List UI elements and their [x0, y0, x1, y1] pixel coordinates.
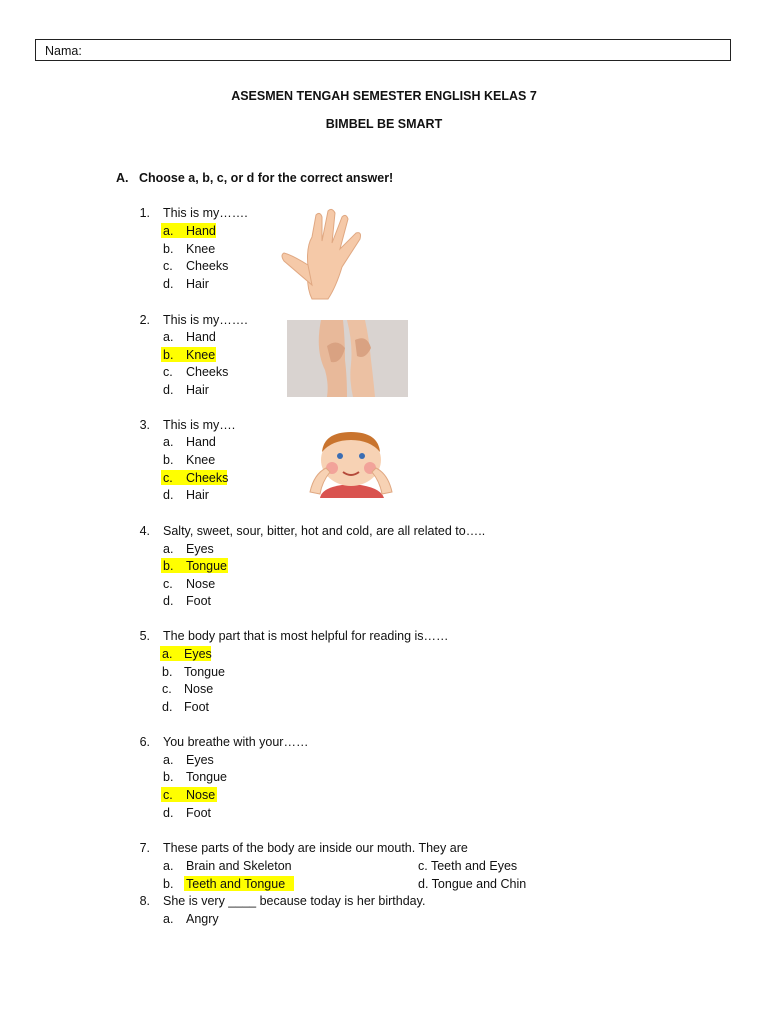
option-c[interactable]: Nose [186, 577, 216, 591]
question-number: 3. [139, 418, 150, 432]
option-a[interactable]: Hand [186, 330, 216, 344]
option-letter: a. [163, 859, 174, 873]
option-d[interactable]: Hair [186, 488, 209, 502]
option-b[interactable]: Tongue [186, 770, 228, 784]
option-letter: b. [162, 665, 173, 679]
option-d[interactable]: d. Tongue and Chin [418, 877, 527, 891]
exam-subtitle: BIMBEL BE SMART [325, 117, 443, 131]
question-number: 1. [139, 206, 150, 220]
question-number: 6. [139, 735, 150, 749]
section-instruction: Choose a, b, c, or d for the correct answer! [139, 171, 394, 185]
option-d[interactable]: Foot [184, 700, 210, 714]
option-d[interactable]: Foot [186, 594, 212, 608]
option-c[interactable]: Nose [184, 682, 214, 696]
option-b[interactable]: Knee [186, 453, 216, 467]
option-a[interactable]: Angry [186, 912, 219, 926]
option-c[interactable]: Cheeks [186, 259, 229, 273]
option-letter: d. [163, 383, 174, 397]
exam-title: ASESMEN TENGAH SEMESTER ENGLISH KELAS 7 [231, 89, 537, 103]
question-number: 7. [139, 841, 150, 855]
option-letter: a. [162, 647, 173, 661]
option-letter: b. [163, 559, 174, 573]
option-letter: d. [163, 594, 174, 608]
question-text: Salty, sweet, sour, bitter, hot and cold, are all related to….. [163, 524, 486, 538]
option-a[interactable]: Eyes [186, 753, 214, 767]
option-letter: c. [162, 682, 172, 696]
question-text: She is very ____ because today is her birthday. [163, 894, 426, 908]
option-a[interactable]: Eyes [184, 647, 212, 661]
option-a[interactable]: Hand [186, 224, 216, 238]
option-a[interactable]: Brain and Skeleton [186, 859, 292, 873]
option-letter: a. [163, 330, 174, 344]
option-letter: b. [163, 242, 174, 256]
option-letter: c. [163, 788, 173, 802]
option-letter: c. [163, 471, 173, 485]
option-letter: b. [163, 877, 174, 891]
name-field[interactable] [35, 39, 731, 61]
question-text: This is my……. [163, 206, 248, 220]
knees-image [287, 320, 408, 397]
question-text: These parts of the body are inside our mouth. They are [163, 841, 468, 855]
option-letter: a. [163, 542, 174, 556]
option-b[interactable]: Knee [186, 242, 216, 256]
option-d[interactable]: Hair [186, 277, 209, 291]
question-text: The body part that is most helpful for reading is…… [163, 629, 449, 643]
question-number: 8. [139, 894, 150, 908]
option-a[interactable]: Hand [186, 435, 216, 449]
option-letter: d. [162, 700, 173, 714]
option-letter: d. [163, 277, 174, 291]
option-d[interactable]: Foot [186, 806, 212, 820]
option-c[interactable]: Cheeks [186, 471, 229, 485]
option-letter: b. [163, 453, 174, 467]
option-b[interactable]: Tongue [186, 559, 228, 573]
question-number: 2. [139, 313, 150, 327]
option-letter: d. [163, 488, 174, 502]
option-letter: a. [163, 435, 174, 449]
option-b[interactable]: Teeth and Tongue [186, 877, 286, 891]
option-letter: a. [163, 912, 174, 926]
question-text: You breathe with your…… [163, 735, 309, 749]
option-letter: c. [163, 365, 173, 379]
option-c[interactable]: Cheeks [186, 365, 229, 379]
option-letter: d. [163, 806, 174, 820]
option-letter: c. [163, 259, 173, 273]
option-letter: a. [163, 753, 174, 767]
option-letter: b. [163, 348, 174, 362]
name-label: Nama: [45, 44, 82, 58]
option-letter: c. [163, 577, 173, 591]
option-b[interactable]: Knee [186, 348, 216, 362]
option-c[interactable]: c. Teeth and Eyes [418, 859, 518, 873]
option-letter: a. [163, 224, 174, 238]
option-c[interactable]: Nose [186, 788, 216, 802]
question-text: This is my…. [163, 418, 236, 432]
option-d[interactable]: Hair [186, 383, 209, 397]
option-letter: b. [163, 770, 174, 784]
option-b[interactable]: Tongue [184, 665, 226, 679]
question-number: 5. [139, 629, 150, 643]
section-letter: A. [116, 171, 129, 185]
question-text: This is my……. [163, 313, 248, 327]
hand-image [278, 207, 376, 303]
question-number: 4. [139, 524, 150, 538]
option-a[interactable]: Eyes [186, 542, 214, 556]
child-cheeks-image [300, 430, 402, 498]
